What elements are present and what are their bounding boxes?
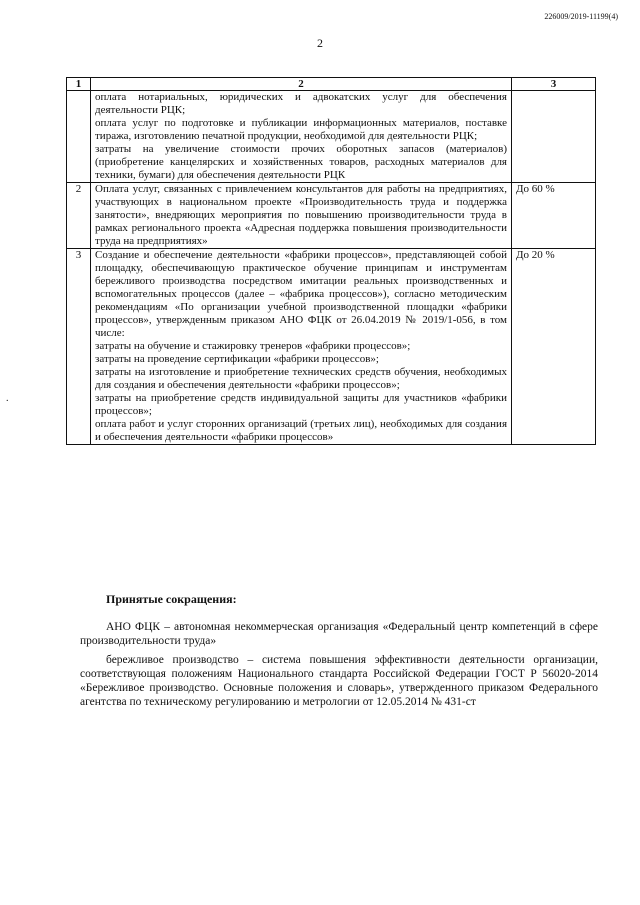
row-item: затраты на изготовление и приобретение технических средств обучения, необходимых для создания и обеспечения деятельности «фабрики процессов»; (95, 366, 507, 391)
margin-mark: . (6, 393, 9, 404)
expenses-table (66, 77, 596, 445)
table-row (67, 183, 596, 249)
column-header: 3 (512, 78, 596, 91)
row-number (67, 91, 91, 183)
row-item: Создание и обеспечение деятельности «фабрики процессов», представляющей собой площадку, обеспечивающую практическое обучение принципам и инструментам бережливого производства посредством имитации реальных производственных и вспомогательных процессов (далее – «фабрика процессов»), согласно методическим рекомендациям «По организации учебной производственной площадки «фабрики процессов», утвержденным приказом АНО ФЦК от 26.04.2019 № 2019/1-056, в том числе: (95, 249, 507, 339)
row-description (91, 183, 512, 249)
column-header: 1 (67, 78, 91, 91)
abbreviations-title: Принятые сокращения: (106, 592, 237, 606)
row-description (91, 91, 512, 183)
row-item: затраты на приобретение средств индивидуальной защиты для участников «фабрики процессов»; (95, 392, 507, 417)
row-item: оплата нотариальных, юридических и адвокатских услуг для обеспечения деятельности РЦК; (95, 91, 507, 116)
table-row (67, 249, 596, 445)
row-share: До 20 % (512, 249, 596, 445)
abbreviation-item: АНО ФЦК – автономная некоммерческая организация «Федеральный центр компетенций в сфере производительности труда» (80, 621, 598, 647)
column-header: 2 (91, 78, 512, 91)
row-item: затраты на проведение сертификации «фабрики процессов»; (95, 353, 379, 365)
row-item: затраты на увеличение стоимости прочих оборотных запасов (материалов) (приобретение канцелярских и хозяйственных товаров, расходных материалов для техники, бумаги) для обеспечения деятельности РЦК (95, 143, 507, 181)
row-number: 3 (67, 249, 91, 445)
table-row (67, 91, 596, 183)
row-item: оплата услуг по подготовке и публикации информационных материалов, поставке тиража, изготовлению печатной продукции, необходимой для деятельности РЦК; (95, 117, 507, 142)
row-description (91, 249, 512, 445)
row-share: До 60 % (512, 183, 596, 249)
row-item: оплата работ и услуг сторонних организаций (третьих лиц), необходимых для создания и обеспечения деятельности «фабрики процессов» (95, 418, 507, 443)
table-header-row (67, 78, 596, 91)
abbreviation-item: бережливое производство – система повышения эффективности деятельности организации, соответствующая положениям Национального стандарта Российской Федерации ГОСТ Р 56020-2014 «Бережливое производство. Основные положения и словарь», утвержденного приказом Федерального агентства по техническому регулированию и метрологии от 12.05.2014 № 431-ст (80, 654, 598, 708)
row-share (512, 91, 596, 183)
row-item: Оплата услуг, связанных с привлечением консультантов для работы на предприятиях, участвующих в национальном проекте «Производительность труда и поддержка занятости», внедряющих мероприятия по повышению производительности труда в рамках регионального проекта «Адресная поддержка повышения производительности труда на предприятиях» (95, 183, 507, 247)
abbreviations-section (80, 592, 598, 714)
row-item: затраты на обучение и стажировку тренеров «фабрики процессов»; (95, 340, 411, 352)
document-number: 226009/2019-11199(4) (544, 12, 618, 21)
row-number: 2 (67, 183, 91, 249)
page-number: 2 (317, 36, 323, 50)
